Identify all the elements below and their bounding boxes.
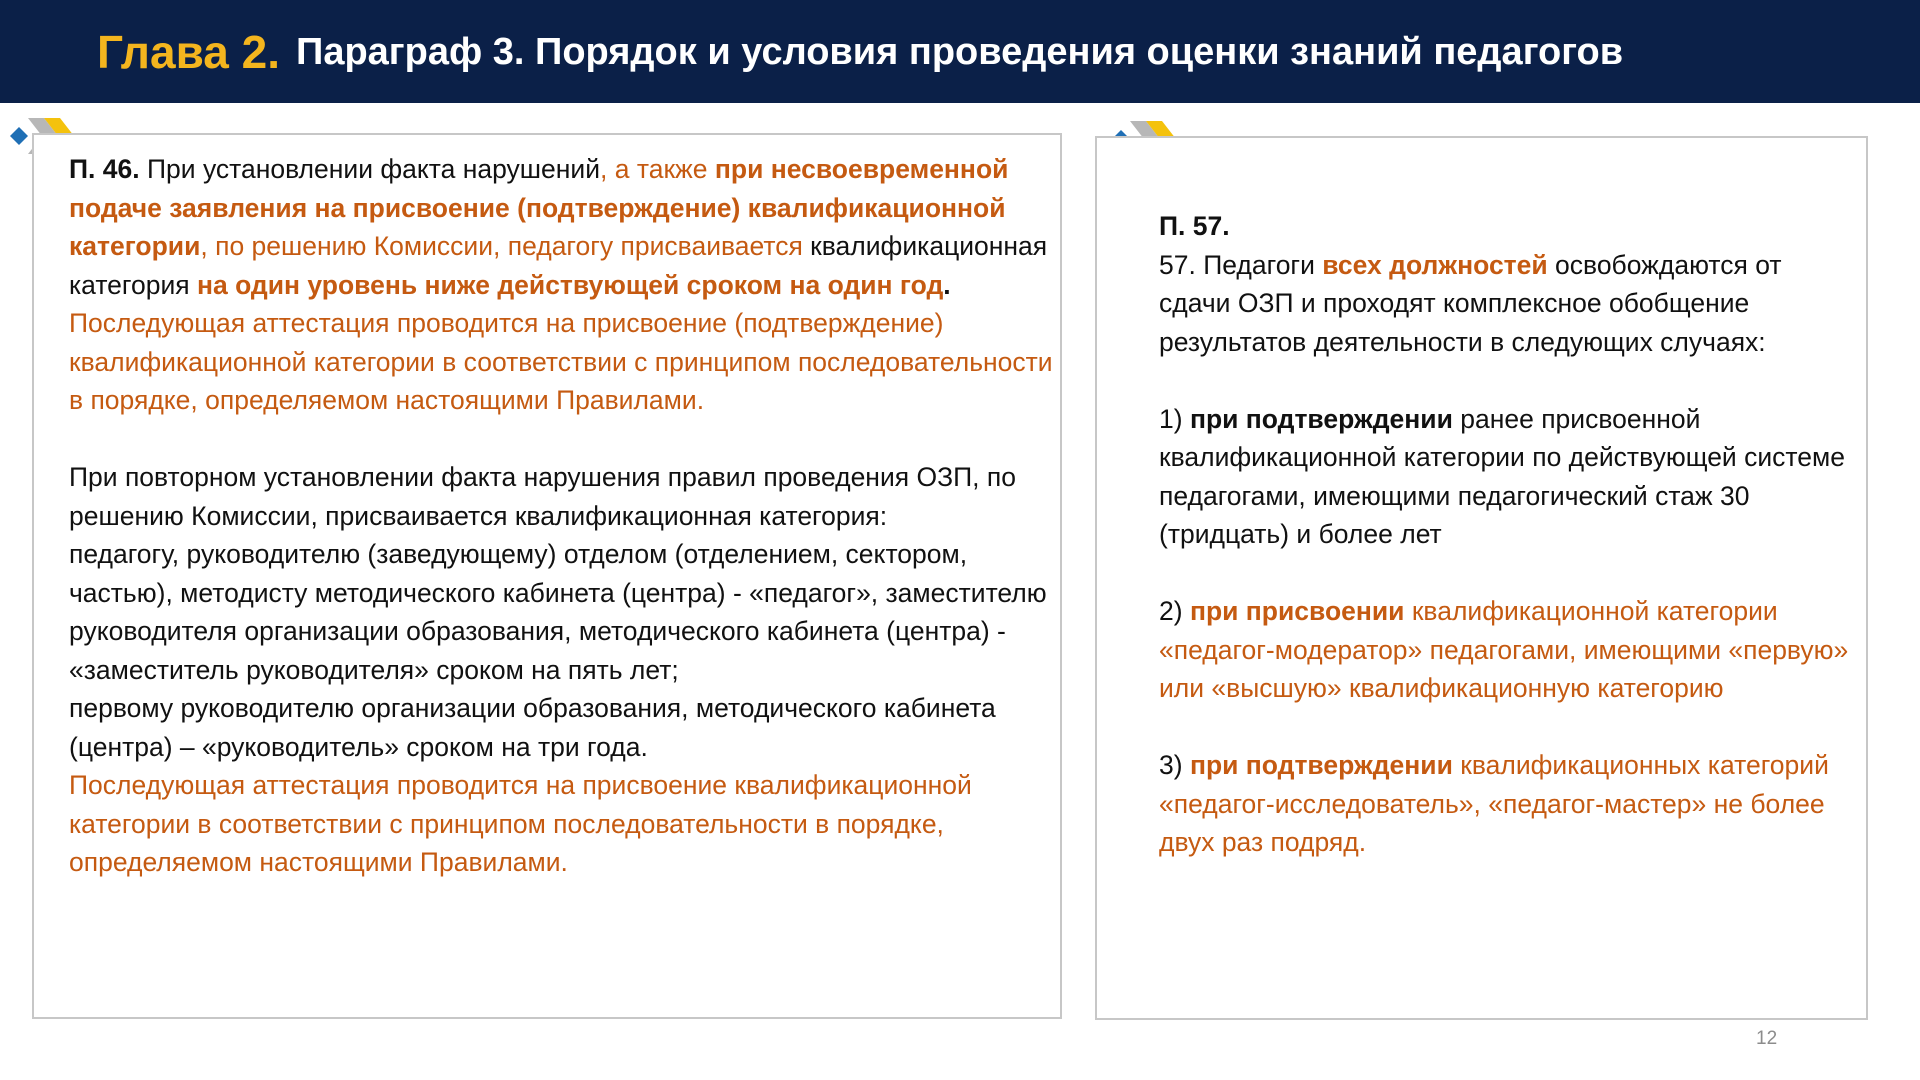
p57-paragraph: 57. Педагоги всех должностей освобождаются от сдачи ОЗП и проходят комплексное обобщение результатов деятельности в следующих случаях: [1159,249,1782,357]
p57-label: П. 57. [1159,211,1230,241]
next-attestation-note: Последующая аттестация проводится на присвоение (подтверждение) квалификационной категории в соответствии с принципом последовательности в порядке, определяемом настоящими Правилами. [69,308,1053,415]
slide-title [97,22,1623,82]
right-panel-text [1159,207,1849,862]
repeat-violation-teachers: педагогу, руководителю (заведующему) отделом (отделением, сектором, частью), методисту методического кабинета (центра) - «педагог», заместителю руководителя организации образования, методического кабинета (центра) - «заместитель руководителя» сроком на пять лет; [69,539,1047,685]
chapter-label: Глава 2. [97,26,280,78]
repeat-violation-heads: первому руководителю организации образования, методического кабинета (центра) – «руководитель» сроком на три года. [69,693,996,762]
case-3: 3) при подтверждении квалификационных категорий «педагог-исследователь», «педагог-мастер» не более двух раз подряд. [1159,750,1829,857]
p46-label: П. 46. [69,154,140,184]
case-1: 1) при подтверждении ранее присвоенной квалификационной категории по действующей системе педагогами, имеющими педагогический стаж 30 (тридцать) и более лет [1159,403,1845,549]
page-number: 12 [1756,1028,1778,1049]
p46-paragraph: П. 46. При установлении факта нарушений, а также при несвоевременной подаче заявления на присвоение (подтверждение) квалификационной категории, по решению Комиссии, педагогу присваивается квалификационная категория на один уровень ниже действующей сроком на один год. [69,154,1048,300]
header-bar [0,0,1920,103]
paragraph-title: Параграф 3. Порядок и условия проведения оценки знаний педагогов [296,30,1624,73]
next-attestation-note: Последующая аттестация проводится на присвоение квалификационной категории в соответствии с принципом последовательности в порядке, определяемом настоящими Правилами. [69,770,972,877]
repeat-violation-intro: При повторном установлении факта нарушения правил проведения ОЗП, по решению Комиссии, присваивается квалификационная категория: [69,462,1016,531]
left-panel-text [69,150,1065,882]
case-2: 2) при присвоении квалификационной категории «педагог-модератор» педагогами, имеющими «первую» или «высшую» квалификационную категорию [1159,596,1849,703]
